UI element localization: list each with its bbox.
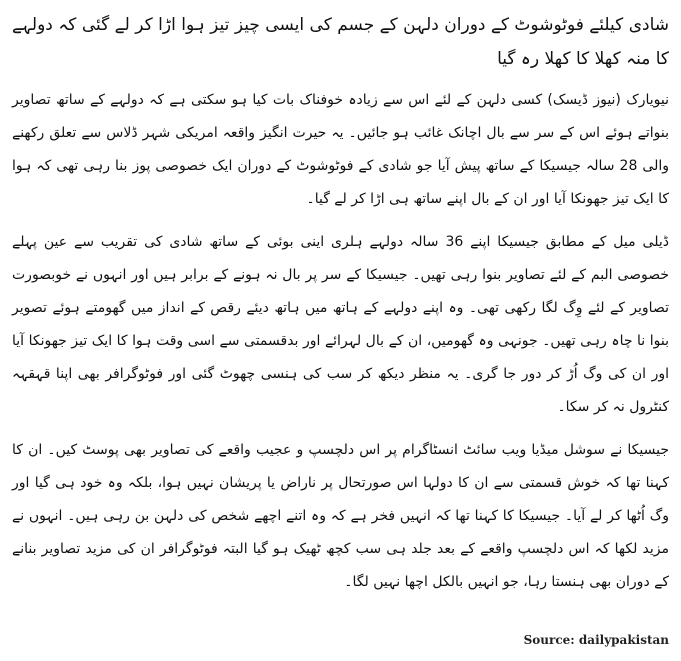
article xyxy=(12,8,669,609)
article-headline: شادی کیلئے فوٹوشوٹ کے دوران دلہن کے جسم کی ایسی چیز تیز ہوا اڑا کر لے گئی کہ دولہے کا منہ کھلا کا کھلا رہ گیا xyxy=(12,15,669,69)
article-paragraph-1: نیویارک (نیوز ڈیسک) کسی دلہن کے لئے اس سے زیادہ خوفناک بات کیا ہو سکتی ہے کہ دولہے کے ساتھ تصاویر بنواتے ہوئے اس کے سر سے بال اچانک غائب ہو جائیں۔ یہ حیرت انگیز واقعہ امریکی شہر ڈلاس سے تعلق رکھنے والی 28 سالہ جیسیکا کے ساتھ پیش آیا جو شادی کے فوٹوشوٹ کے دوران ایک خصوصی پوز بنا رہی تھی کہ ہوا کا ایک تیز جھونکا آیا اور ان کے بال اپنے ساتھ ہی اڑا کر لے گیا۔ xyxy=(12,92,669,207)
source-credit: Source: dailypakistan xyxy=(523,633,669,647)
article-paragraph-2: ڈیلی میل کے مطابق جیسیکا اپنے 36 سالہ دولہے ہلری اینی بوئی کے ساتھ شادی کی تقریب سے عین پہلے خصوصی البم کے لئے تصاویر بنوا رہی تھیں۔ جیسیکا کے سر پر بال نہ ہونے کے برابر ہیں اور انہوں نے خوبصورت تصاویر کے لئے وِگ لگا رکھی تھی۔ وہ اپنے دولہے کے ہاتھ میں ہاتھ دیئے رقص کے انداز میں گھومتے ہوئے تصویر بنوا نا چاہ رہی تھیں۔ جونہی وہ گھومیں، ان کے بال لہرائے اور بدقسمتی سے اسی وقت ہوا کا ایک تیز جھونکا آیا اور ان کی وگ اُڑ کر دور جا گری۔ یہ منظر دیکھ کر سب کی ہنسی چھوٹ گئی اور فوٹوگرافر بھی اپنا قہقہہ کنٹرول نہ کر سکا۔ xyxy=(12,234,669,415)
article-paragraph-3: جیسیکا نے سوشل میڈیا ویب سائٹ انسٹاگرام پر اس دلچسپ و عجیب واقعے کی تصاویر بھی پوسٹ کیں۔ ان کا کہنا تھا کہ خوش قسمتی سے ان کا دولہا اس صورتحال پر ناراض یا پریشان نہیں ہوا، بلکہ وہ خود ہی گیا اور وگ اُٹھا کر لے آیا۔ جیسیکا کا کہنا تھا کہ انہیں فخر ہے کہ وہ اتنے اچھے شخص کی دلہن بن رہی ہیں۔ انہوں نے مزید لکھا کہ اس دلچسپ واقعے کے بعد جلد ہی سب کچھ ٹھیک ہو گیا البتہ فوٹوگرافر ان کی مزید تصاویر بنانے کے دوران بھی ہنستا رہا، جو انہیں بالکل اچھا نہیں لگا۔ xyxy=(12,442,669,590)
